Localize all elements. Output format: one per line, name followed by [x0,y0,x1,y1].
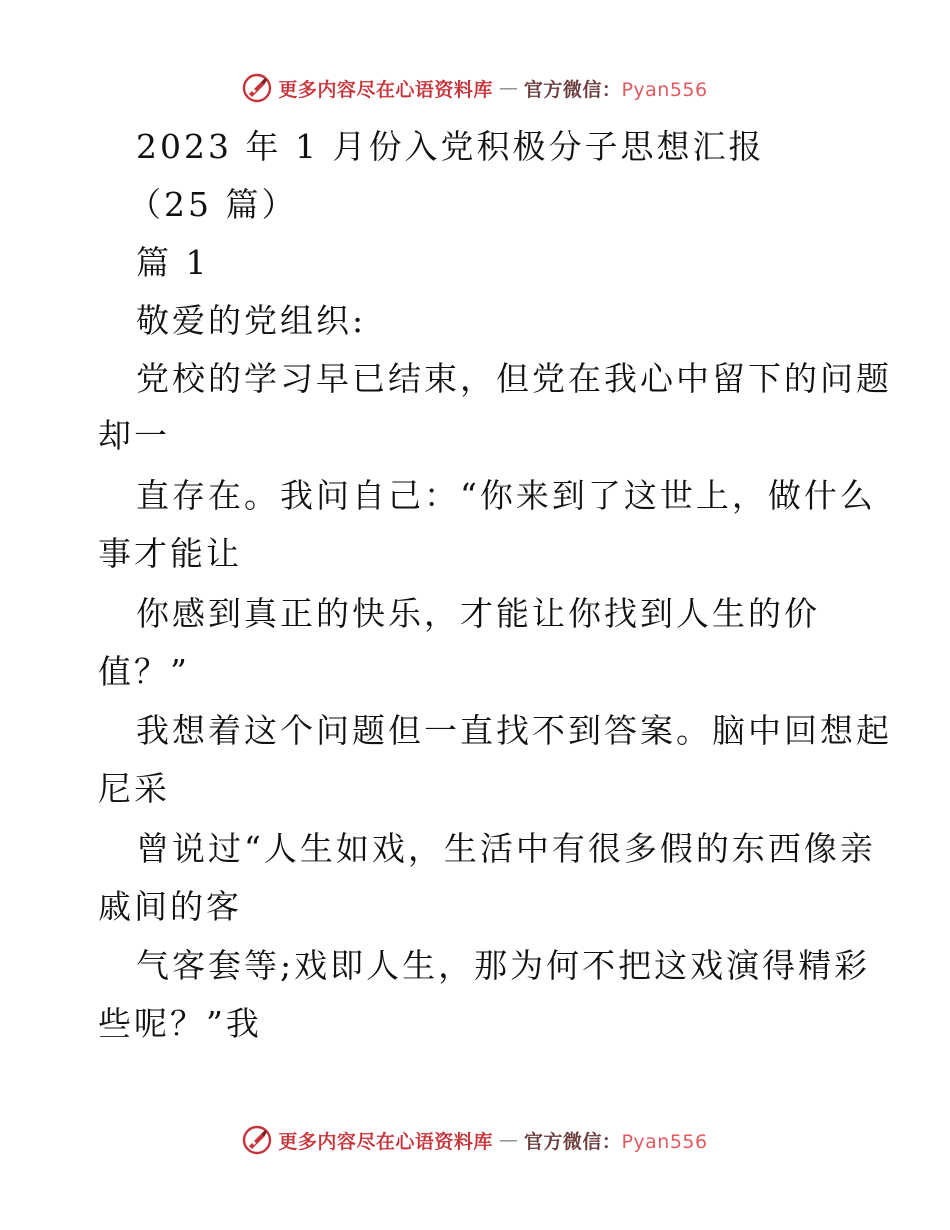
watermark-separator: — [498,1129,518,1151]
quill-pen-icon [242,1125,272,1155]
salutation: 敬爱的党组织: [136,301,367,340]
paragraph-line: 你感到真正的快乐，才能让你找到人生的价 [136,594,820,633]
document-subtitle: （25 篇） [128,185,298,224]
watermark-wechat-id: Pyan556 [621,78,708,101]
paragraph-line: 事才能让 [98,534,242,573]
header-watermark [0,68,950,108]
paragraph-line: 却一 [98,416,170,455]
paragraph-line: 值？” [98,652,190,691]
watermark-site-text: 更多内容尽在心语资料库 [278,78,493,101]
footer-watermark [0,1120,950,1160]
paragraph-line: 些呢？”我 [98,1004,262,1043]
watermark-wechat-id: Pyan556 [621,1130,708,1153]
document-title: 2023 年 1 月份入党积极分子思想汇报 [136,127,765,166]
watermark-wechat-label: 官方微信： [523,78,622,101]
quill-pen-icon [242,73,272,103]
section-heading: 篇 1 [136,243,210,282]
watermark-separator: — [498,77,518,99]
paragraph-line: 直存在。我问自己：“你来到了这世上，做什么 [136,476,876,515]
paragraph-line: 曾说过“人生如戏，生活中有很多假的东西像亲 [136,829,876,868]
watermark-wechat-label: 官方微信： [523,1130,622,1153]
watermark-wechat [524,1127,708,1154]
paragraph-line: 我想着这个问题但一直找不到答案。脑中回想起 [136,711,892,750]
watermark-wechat [524,75,708,102]
paragraph-line: 气客套等;戏即人生，那为何不把这戏演得精彩 [136,946,871,985]
paragraph-line: 尼采 [98,769,170,808]
paragraph-line: 戚间的客 [98,887,242,926]
watermark-site-text: 更多内容尽在心语资料库 [278,1130,493,1153]
paragraph-line: 党校的学习早已结束，但党在我心中留下的问题 [136,359,892,398]
